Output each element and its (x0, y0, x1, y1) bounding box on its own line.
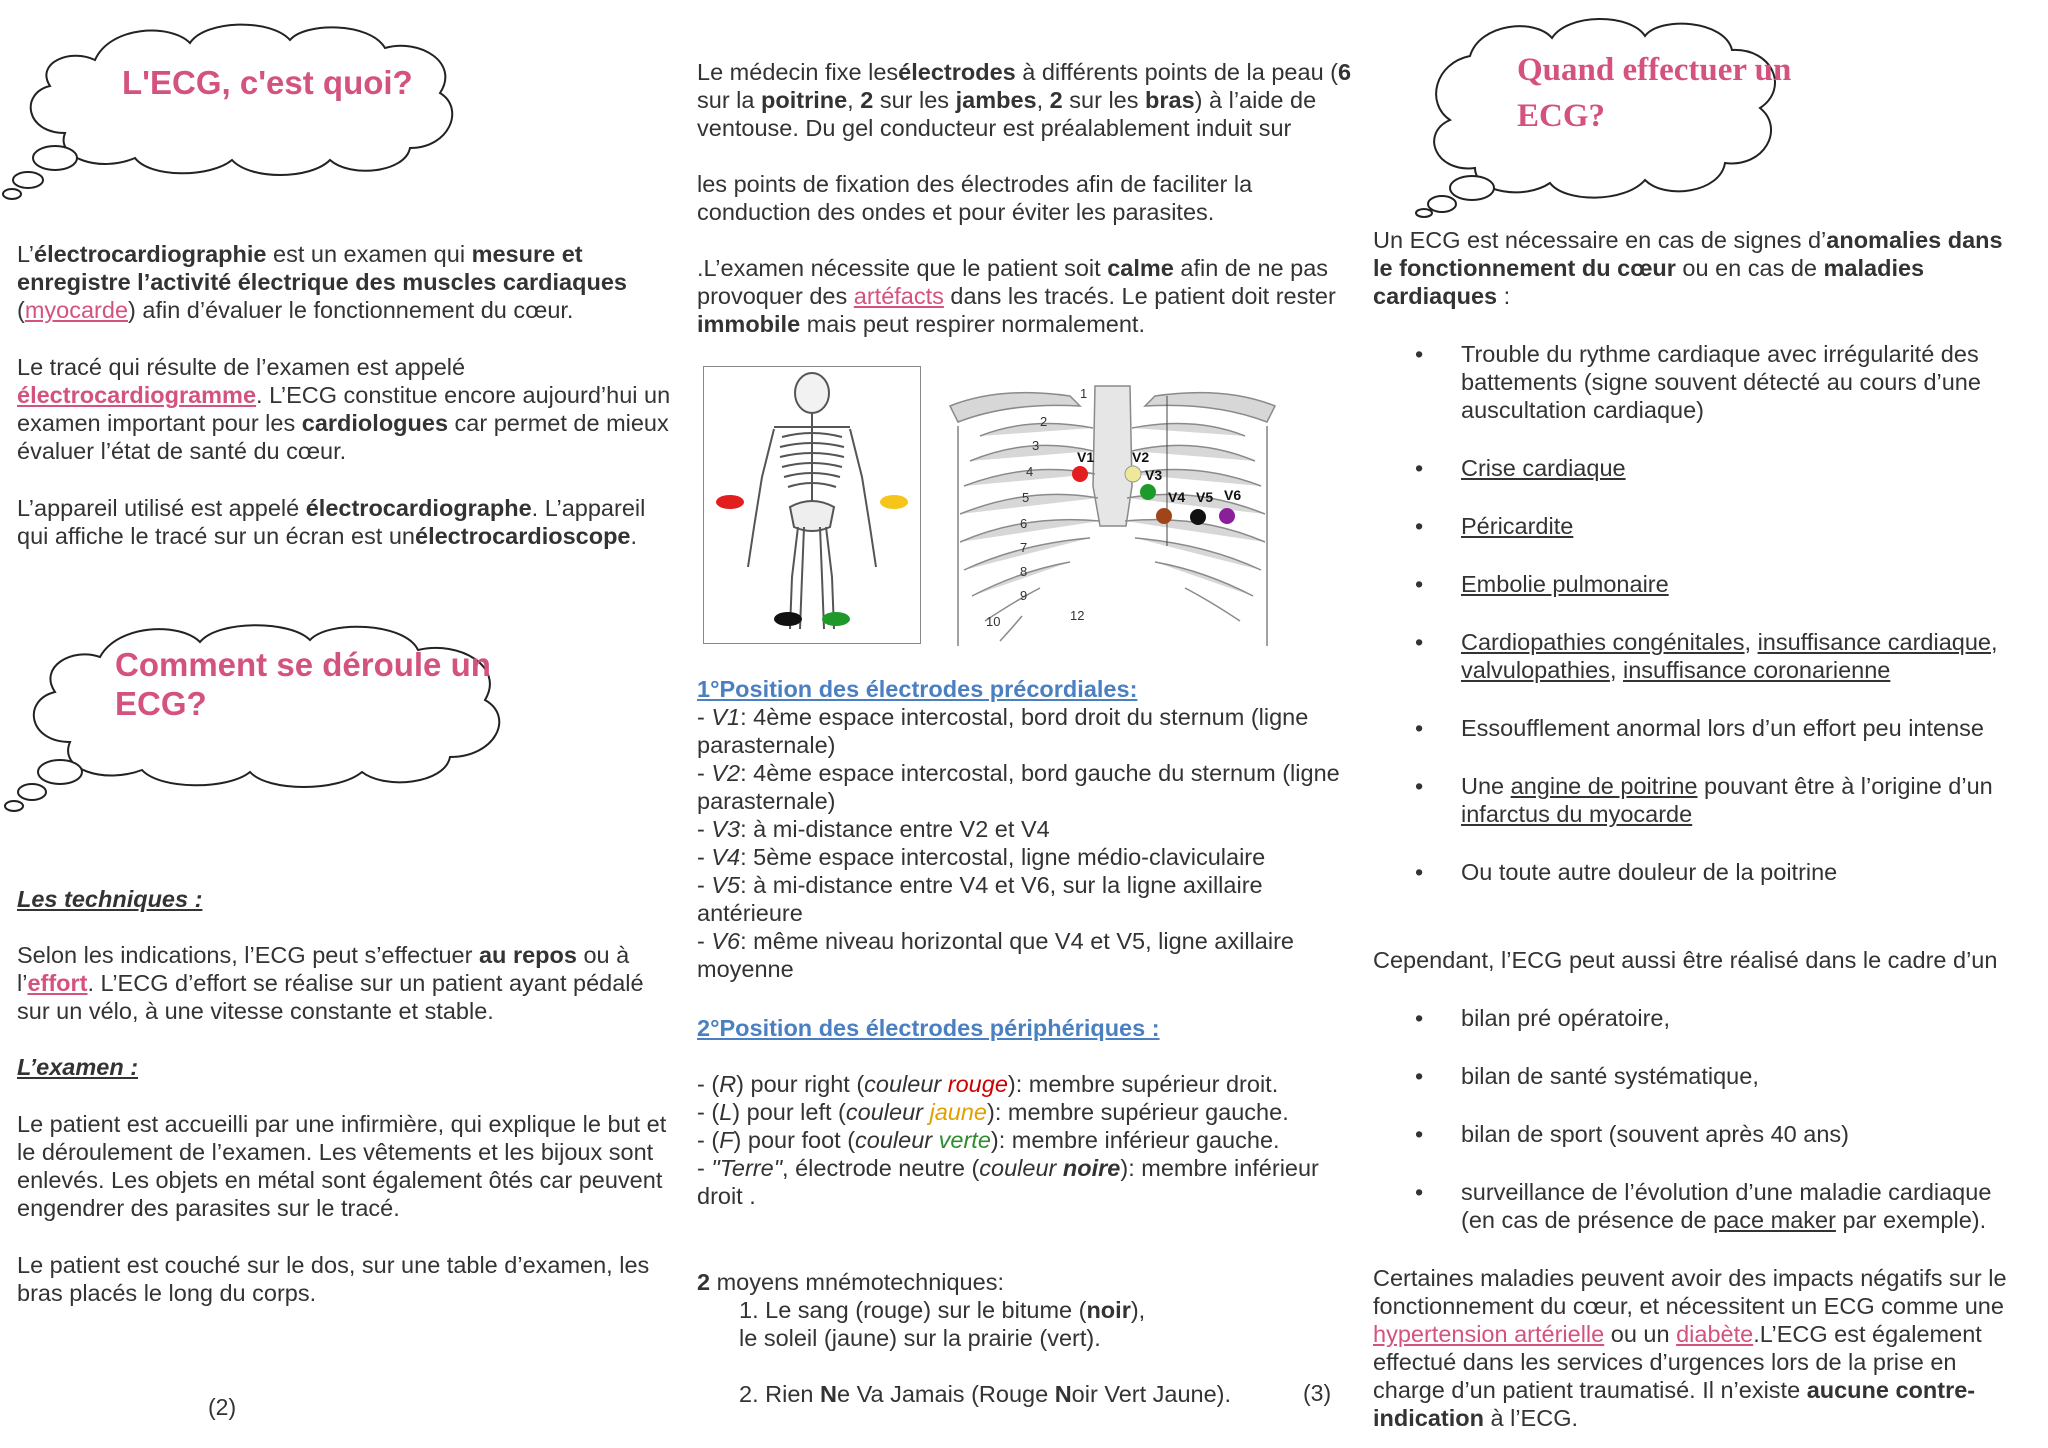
rib-cage-illustration (940, 366, 1285, 646)
electrode-v5 (1190, 509, 1206, 525)
paragraph-position: Le patient est couché sur le dos, sur une table d’examen, les bras placés le long du corps. (17, 1252, 650, 1306)
mnemonic-2: 2. Rien Ne Va Jamais (Rouge Noir Vert Jaune). (739, 1381, 1232, 1407)
lead-label-v2: V2 (1132, 449, 1150, 465)
thought-cloud-shape (0, 8, 470, 203)
precordial-item: - V6: même niveau horizontal que V4 et V5, ligne axillaire moyenne (697, 928, 1294, 982)
link-diabete[interactable]: diabète (1676, 1321, 1754, 1347)
link-pace-maker[interactable]: pace maker (1713, 1207, 1836, 1233)
rib-cage-figure (940, 366, 1285, 646)
rib-label: 8 (1020, 564, 1028, 579)
precordial-list (697, 703, 1347, 983)
link-pericardite[interactable]: Péricardite (1461, 513, 1574, 539)
link-myocarde[interactable]: myocarde (24, 297, 129, 323)
electrode-green (822, 612, 850, 626)
list-item: • Péricardite (1415, 513, 1574, 539)
rib-label: 10 (986, 614, 1001, 629)
heading-peripheriques: 2°Position des électrodes périphériques : (697, 1015, 1160, 1041)
skeleton-illustration (704, 367, 920, 643)
bilan-list (1373, 1004, 2023, 1234)
list-item: • Cardiopathies congénitales, insuffisance cardiaque, valvulopathies, insuffisance coronarienne (1415, 629, 1998, 683)
paragraph-electrodes: Le médecin fixe lesélectrodes à différents points de la peau (6 sur la poitrine, 2 sur les jambes, 2 sur les bras) à l’aide de ventouse. Du gel conducteur est préalablement induit sur (697, 59, 1352, 141)
section-title-ecg-quoi: L'ECG, c'est quoi? (122, 64, 413, 101)
lead-label-v1: V1 (1077, 449, 1095, 465)
link-artefacts[interactable]: artéfacts (853, 283, 944, 309)
precordial-item: - V4: 5ème espace intercostal, ligne médio-claviculaire (697, 844, 1266, 870)
cloud-title-quand (1380, 8, 1792, 218)
link-crise-cardiaque[interactable]: Crise cardiaque (1461, 455, 1626, 481)
electrode-v3 (1140, 484, 1156, 500)
paragraph-definition: L’électrocardiographie est un examen qui mesure et enregistre l’activité électrique des muscles cardiaques (myocarde) afin d’évaluer le fonctionnement du cœur. (17, 241, 627, 323)
peripheral-item-l: - (L) pour left (couleur jaune): membre supérieur gauche. (697, 1099, 1289, 1125)
thought-cloud-shape (0, 612, 530, 812)
lead-label-v4: V4 (1168, 489, 1186, 505)
lead-label-v3: V3 (1145, 467, 1163, 483)
peripheral-item-r: - (R) pour right (couleur rouge): membre supérieur droit. (697, 1071, 1279, 1097)
paragraph-maladies: Certaines maladies peuvent avoir des impacts négatifs sur le fonctionnement du cœur, et nécessitent un ECG comme une hypertension artérielle ou un diabète.L’ECG est également effectué dans les services d’urgences lors de la prise en charge d’un patient traumatisé. Il n’existe aucune contre-indication à l’ECG. (1373, 1265, 2007, 1431)
list-item: • Trouble du rythme cardiaque avec irrégularité des battements (signe souvent détecté au cours d’une auscultation cardiaque) (1415, 341, 1981, 423)
list-item: • bilan de santé systématique, (1415, 1063, 1759, 1089)
rib-label: 6 (1020, 516, 1028, 531)
link-insuffisance-coronarienne[interactable]: insuffisance coronarienne (1623, 657, 1891, 683)
electrode-v2 (1125, 466, 1141, 482)
paragraph-cependant: Cependant, l’ECG peut aussi être réalisé dans le cadre d’un (1373, 947, 1998, 973)
lead-label-v5: V5 (1196, 489, 1214, 505)
section-title-quand-line2: ECG? (1517, 98, 1606, 134)
link-electrocardiogramme[interactable]: électrocardiogramme (17, 382, 257, 408)
peripheral-item-f: - (F) pour foot (couleur verte): membre inférieur gauche. (697, 1127, 1280, 1153)
list-item: • bilan de sport (souvent après 40 ans) (1415, 1121, 1849, 1147)
precordial-item: - V3: à mi-distance entre V2 et V4 (697, 816, 1050, 842)
mnemonics-heading: 2 moyens mnémotechniques: (697, 1269, 1004, 1295)
section-title-quand-line1: Quand effectuer un (1517, 52, 1792, 88)
precordial-item: - V5: à mi-distance entre V4 et V6, sur la ligne axillaire antérieure (697, 872, 1263, 926)
link-embolie[interactable]: Embolie pulmonaire (1461, 571, 1669, 597)
paragraph-calme: .L’examen nécessite que le patient soit calme afin de ne pas provoquer des artéfacts dans les tracés. Le patient doit rester immobile mais peut respirer normalement. (697, 255, 1336, 337)
paragraph-examen: Le patient est accueilli par une infirmière, qui explique le but et le déroulement de l’examen. Les vêtements et les bijoux sont enlevés. Les objets en métal sont également ôtés car peuvent engendrer des parasites sur le tracé. (17, 1111, 667, 1221)
list-item: • surveillance de l’évolution d’une maladie cardiaque (en cas de présence de pace maker par exemple). (1415, 1179, 1992, 1233)
heading-techniques: Les techniques : (17, 886, 203, 912)
paragraph-techniques: Selon les indications, l’ECG peut s’effectuer au repos ou à l’effort. L’ECG d’effort se réalise sur un patient ayant pédalé sur un vélo, à une vitesse constante et stable. (17, 942, 644, 1024)
link-effort[interactable]: effort (27, 970, 88, 996)
rib-label: 3 (1032, 438, 1040, 453)
link-hypertension[interactable]: hypertension artérielle (1373, 1321, 1605, 1347)
rib-label: 12 (1070, 608, 1085, 623)
cloud-title-ecg-quoi (0, 8, 470, 203)
electrode-v4 (1156, 508, 1172, 524)
paragraph-appareil: L’appareil utilisé est appelé électrocardiographe. L’appareil qui affiche le tracé sur un écran est unélectrocardioscope. (17, 495, 646, 549)
lead-label-v6: V6 (1224, 487, 1242, 503)
list-item: • Crise cardiaque (1415, 455, 1626, 481)
peripheral-list (697, 1070, 1357, 1210)
mnemonic-1: 1. Le sang (rouge) sur le bitume (noir), le soleil (jaune) sur la prairie (vert). (739, 1297, 1146, 1351)
list-item: • bilan pré opératoire, (1415, 1005, 1671, 1031)
indications-list (1373, 340, 2023, 886)
heading-precordiales: 1°Position des électrodes précordiales: (697, 676, 1138, 702)
page-number-2: (2) (208, 1394, 237, 1420)
paragraph-trace: Le tracé qui résulte de l’examen est appelé électrocardiogramme. L’ECG constitue encore aujourd’hui un examen important pour les cardiologues car permet de mieux évaluer l’état de santé du cœur. (17, 354, 671, 464)
section-title-deroulement-line2: ECG? (115, 685, 207, 722)
link-infarctus[interactable]: infarctus du myocarde (1461, 801, 1693, 827)
skeleton-figure (703, 366, 921, 644)
rib-label: 5 (1022, 490, 1030, 505)
page-number-3: (3) (1303, 1380, 1332, 1406)
link-insuffisance-cardiaque[interactable]: insuffisance cardiaque (1757, 629, 1991, 655)
electrode-black (774, 612, 802, 626)
list-item: • Une angine de poitrine pouvant être à l’origine d’un infarctus du myocarde (1415, 773, 1993, 827)
list-item: • Embolie pulmonaire (1415, 571, 1669, 597)
list-item: • Essoufflement anormal lors d’un effort peu intense (1415, 715, 1984, 741)
section-title-deroulement-line1: Comment se déroule un (115, 646, 491, 683)
electrode-yellow (880, 495, 908, 509)
paragraph-gel: les points de fixation des électrodes afin de faciliter la conduction des ondes et pour éviter les parasites. (697, 171, 1253, 225)
rib-label: 2 (1040, 414, 1048, 429)
rib-label: 4 (1026, 464, 1034, 479)
rib-label: 1 (1080, 386, 1088, 401)
link-valvulopathies[interactable]: valvulopathies (1461, 657, 1610, 683)
paragraph-quand: Un ECG est nécessaire en cas de signes d’anomalies dans le fonctionnement du cœur ou en cas de maladies cardiaques : (1373, 227, 2003, 309)
peripheral-item-terre: - "Terre", électrode neutre (couleur noire): membre inférieur droit . (697, 1155, 1319, 1209)
electrode-v6 (1219, 508, 1235, 524)
link-cardiopathies[interactable]: Cardiopathies congénitales (1461, 629, 1745, 655)
cloud-title-deroulement (0, 612, 530, 812)
rib-label: 9 (1020, 588, 1028, 603)
list-item: • Ou toute autre douleur de la poitrine (1415, 859, 1838, 885)
heading-examen: L’examen : (17, 1054, 139, 1080)
electrode-v1 (1072, 466, 1088, 482)
precordial-item: - V1: 4ème espace intercostal, bord droit du sternum (ligne parasternale) (697, 704, 1309, 758)
electrode-red (716, 495, 744, 509)
link-angine[interactable]: angine de poitrine (1510, 773, 1698, 799)
precordial-item: - V2: 4ème espace intercostal, bord gauche du sternum (ligne parasternale) (697, 760, 1340, 814)
rib-label: 7 (1020, 540, 1028, 555)
